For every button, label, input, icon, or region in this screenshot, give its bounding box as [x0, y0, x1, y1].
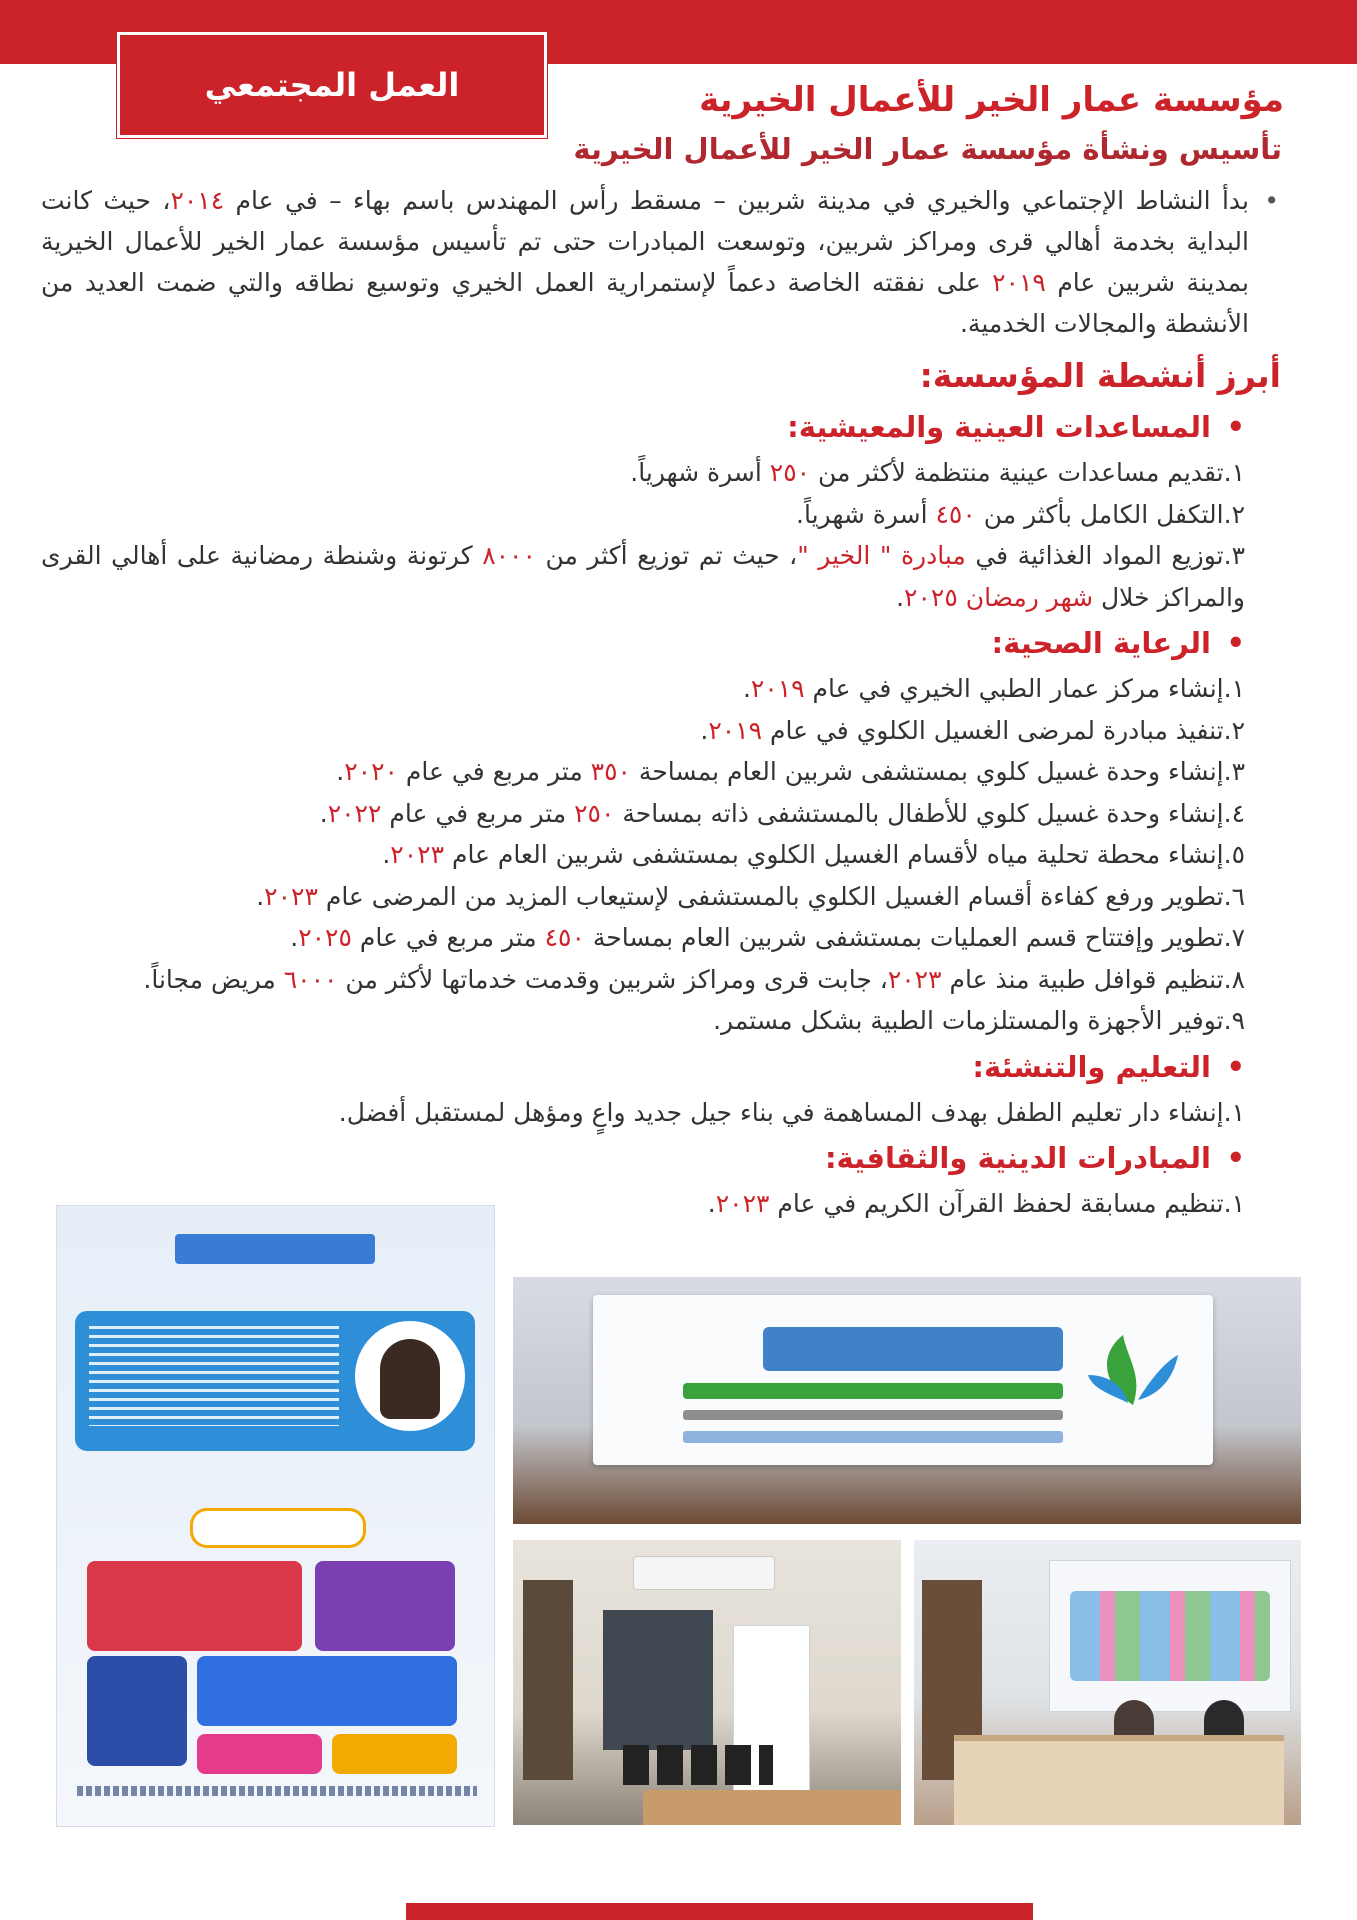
health-heading: • الرعاية الصحية: [41, 620, 1245, 666]
section-label: العمل المجتمعي [117, 32, 547, 138]
health-list [41, 668, 1281, 1042]
education-heading: • التعليم والتنشئة: [41, 1044, 1245, 1090]
signboard-services-graphic [683, 1383, 1063, 1399]
list-item: ٧.تطوير وإفتتاح قسم العمليات بمستشفى شربين العام بمساحة ٤٥٠ متر مربع في عام ٢٠٢٥. [290, 923, 1245, 952]
list-item: ١.تنظيم مسابقة لحفظ القرآن الكريم في عام ٢٠٢٣. [707, 1189, 1245, 1218]
list-item: ٢.التكفل الكامل بأكثر من ٤٥٠ أسرة شهرياً. [796, 499, 1245, 529]
photo-collage [56, 1205, 1301, 1830]
religious-heading: • المبادرات الدينية والثقافية: [41, 1135, 1245, 1181]
waiting-chairs [623, 1745, 773, 1785]
leaf-logo-icon [1083, 1315, 1183, 1415]
intro-paragraph: • بدأ النشاط الإجتماعي والخيري في مدينة شربين – مسقط رأس المهندس باسم بهاء – في عام ٢٠١٤، حيث كانت البداية بخدمة أهالي قرى ومراكز شربين، وتوسعت المبادرات حتى تم تأسيس مؤسسة عمار الخير للأعمال الخيرية بمدينة شربين عام ٢٠١٩ على نفقته الخاصة دعماً لإستمرارية العمل الخيري وتوسيع نطاقه والتي ضمت العديد من الأنشطة والمجالات الخدمية. [41, 180, 1281, 344]
poster-card [197, 1656, 457, 1726]
list-item: ٨.تنظيم قوافل طبية منذ عام ٢٠٢٣، جابت قرى ومراكز شربين وقدمت خدماتها لأكثر من ٦٠٠٠ مريض مجاناً. [143, 964, 1245, 994]
poster-text-block [89, 1326, 339, 1426]
list-item: ٩.توفير الأجهزة والمستلزمات الطبية بشكل مستمر. [713, 1006, 1245, 1035]
window-blind [603, 1610, 713, 1750]
main-content [41, 180, 1281, 1225]
activities-heading: أبرز أنشطة المؤسسة: [919, 356, 1281, 395]
founder-portrait [355, 1321, 465, 1431]
desk [643, 1790, 901, 1825]
door [523, 1580, 573, 1780]
reception-wall-banner [1049, 1560, 1291, 1712]
poster-footer-text [77, 1786, 477, 1796]
signboard-registration-graphic [683, 1410, 1063, 1420]
air-conditioner [633, 1556, 775, 1590]
page-subtitle: تأسيس ونشأة مؤسسة عمار الخير للأعمال الخيرية [573, 132, 1282, 166]
list-item: ٥.إنشاء محطة تحلية مياه لأقسام الغسيل الكلوي بمستشفى شربين العام عام ٢٠٢٣. [382, 840, 1245, 869]
list-item: ٦.تطوير ورفع كفاءة أقسام الغسيل الكلوي بالمستشفى لإستيعاب المزيد من المرضى عام ٢٠٢٣. [256, 881, 1245, 911]
signboard-name-graphic [763, 1327, 1063, 1371]
aid-list [41, 452, 1281, 618]
poster-card [197, 1734, 322, 1774]
aid-heading: • المساعدات العينية والمعيشية: [41, 404, 1245, 450]
waiting-room-photo [513, 1540, 901, 1825]
list-item: ٣.إنشاء وحدة غسيل كلوي بمستشفى شربين العام بمساحة ٣٥٠ متر مربع في عام ٢٠٢٠. [336, 757, 1245, 786]
list-item: ٤.إنشاء وحدة غسيل كلوي للأطفال بالمستشفى ذاته بمساحة ٢٥٠ متر مربع في عام ٢٠٢٢. [319, 798, 1245, 828]
education-list [41, 1092, 1281, 1134]
poster-founder-panel [75, 1311, 475, 1451]
bottom-red-bar [406, 1903, 1033, 1920]
list-item: ١.إنشاء مركز عمار الطبي الخيري في عام ٢٠١٩. [742, 674, 1245, 703]
list-item: ٣.توزيع المواد الغذائية في مبادرة " الخير "، حيث تم توزيع أكثر من ٨٠٠٠ كرتونة وشنطة رمضانية على أهالي القرى والمراكز خلال شهر رمضان ٢٠٢٥. [41, 541, 1245, 612]
reception-photo [914, 1540, 1301, 1825]
foundation-poster-image [56, 1205, 495, 1827]
poster-card [87, 1561, 302, 1651]
list-item: ٢.تنفيذ مبادرة لمرضى الغسيل الكلوي في عام ٢٠١٩. [700, 715, 1245, 745]
foundation-sign-photo [513, 1277, 1301, 1524]
poster-title-graphic [175, 1234, 375, 1264]
poster-card [315, 1561, 455, 1651]
page-title: مؤسسة عمار الخير للأعمال الخيرية [699, 80, 1284, 120]
list-item: ١.تقديم مساعدات عينية منتظمة لأكثر من ٢٥٠ أسرة شهرياً. [630, 458, 1245, 487]
reception-counter [954, 1735, 1284, 1825]
poster-activities-pill [190, 1508, 366, 1548]
poster-card [87, 1656, 187, 1766]
signboard-contact-graphic [683, 1431, 1063, 1443]
foundation-signboard [593, 1295, 1213, 1465]
poster-card [332, 1734, 457, 1774]
list-item: ١.إنشاء دار تعليم الطفل بهدف المساهمة في بناء جيل جديد واعٍ ومؤهل لمستقبل أفضل. [338, 1097, 1245, 1127]
